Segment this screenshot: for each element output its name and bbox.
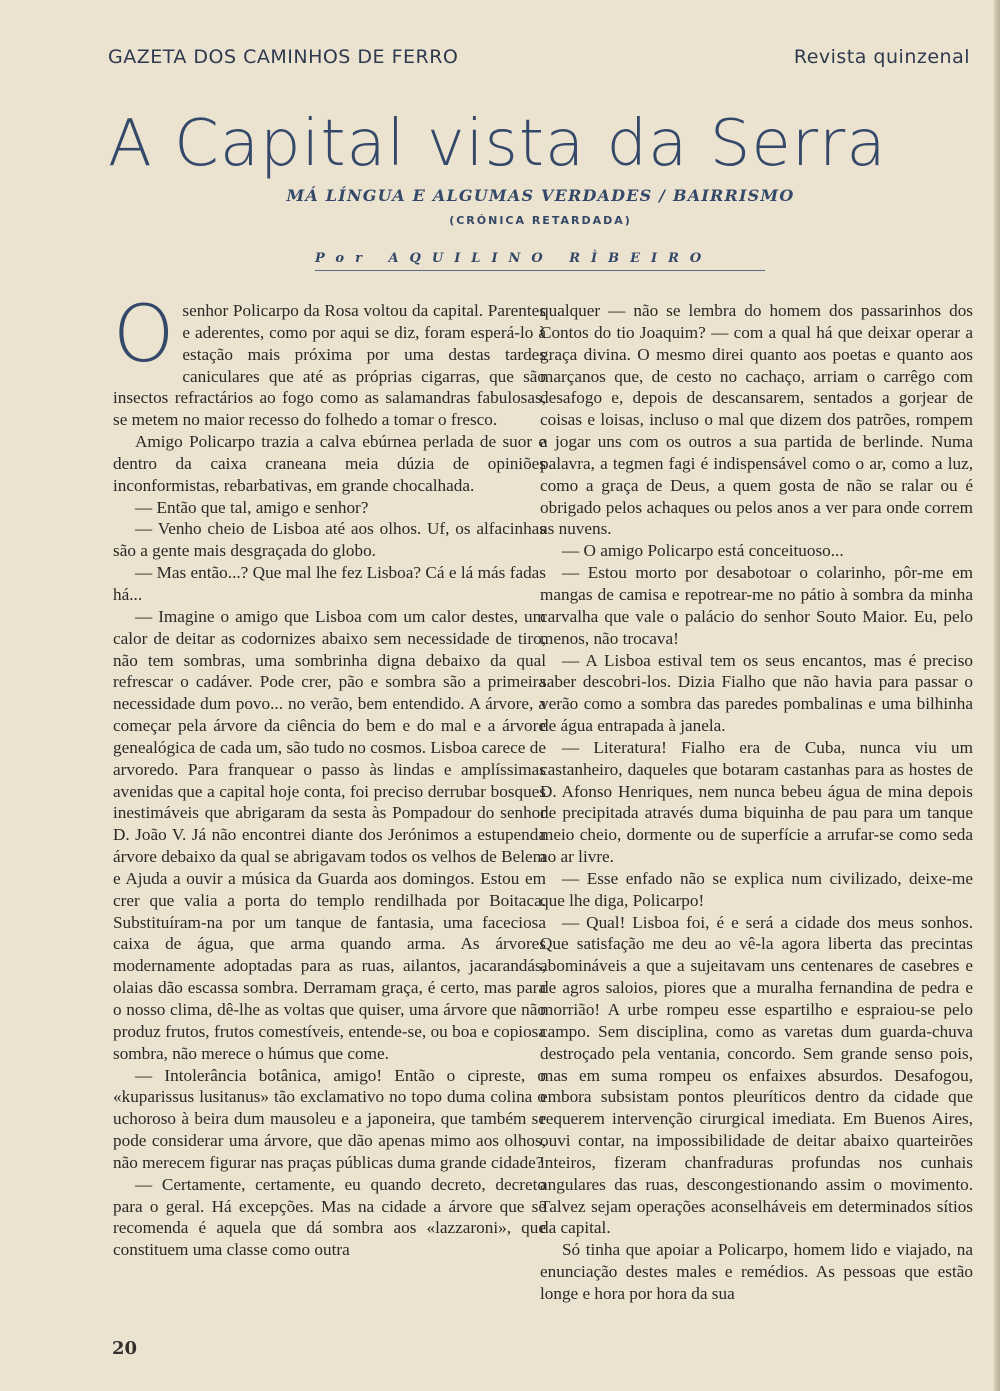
page-number: 20 xyxy=(112,1338,138,1359)
paragraph: — Literatura! Fialho era de Cuba, nunca viu um castanheiro, daqueles que botaram castanhas para as hostes de D. Afonso Henriques, nem nunca bebeu água de mina depois de precipitada através duma biquinha de pau para um tanque meio cheio, dormente ou de superfície a arrufar-se como seda ao ar livre. xyxy=(540,737,973,867)
paragraph: — Qual! Lisboa foi, é e será a cidade dos meus sonhos. Que satisfação me deu ao vê-la agora liberta das precintas abomináveis a que a sujeitavam uns centenares de casebres e de agros saloios, piores que a muralha fernandina de pedra e morrião! A urbe rompeu esse espartilho e espraiou-se pelo campo. Sem disciplina, como as varetas dum guarda-chuva destroçado pela ventania, concordo. Sem grande senso pois, mas em suma rompeu os enfaixes absurdos. Desafogou, embora subsistam pontos pleuríticos dentro da cidade que requerem intervenção cirurgical imediata. Em Buenos Aires, ouvi contar, na impossibilidade de deitar abaixo quarteirões inteiros, fizeram chanfraduras profundas nos cunhais angulares das ruas, descongestionando assim o movimento. Talvez sejam operações aconselháveis em determinados sítios da capital. xyxy=(540,912,973,1238)
paragraph: — Intolerância botânica, amigo! Então o cipreste, o «kuparissus lusitanus» tão exclamativo no topo duma colina o uchoroso à beira dum mausoleu e a japoneira, que também se pode considerar uma árvore, que dão apenas mimo aos olhos, não merecem figurar nas praças públicas duma grande cidade? xyxy=(113,1065,546,1172)
periodicity: Revista quinzenal xyxy=(793,46,970,68)
article-subtitle-note: (CRÓNICA RETARDADA) xyxy=(449,214,632,227)
paragraph: — Imagine o amigo que Lisboa com um calor destes, um calor de deitar as codornizes abaixo sem necessidade de tiro, não tem sombras, uma sombrinha digna debaixo da qual refrescar o cadáver. Pode crer, pão e sombra são a primeira necessidade dum povo... no verão, bem entendido. A árvore, a começar pela árvore da ciência do bem e do mal e a árvore genealógica de cada um, são tudo no cosmos. Lisboa carece de arvoredo. Para franquear o passo às lindas e amplíssimas avenidas que a capital hoje conta, foi preciso derrubar bosques inestimáveis que abrigaram da sesta às Pompadour do senhor D. João V. Já não encontrei diante dos Jerónimos a estupenda árvore debaixo da qual se abrigavam todos os velhos de Belem e Ajuda a ouvir a música da Guarda aos domingos. Estou em crer que valia a porta do templo rendilhada por Boitaca. Substituíram-na por um tanque de fantasia, uma faceciosa caixa de água, que arma quando arma. As árvores modernamente adoptadas para as ruas, ailantos, jacarandás, olaias dão escassa sombra. Derramam graça, é certo, mas para o nosso clima, dê-lhe as voltas que quiser, uma árvore que não produz frutos, frutos comestíveis, entende-se, ou boa e copiosa sombra, não merece o húmus que come. xyxy=(113,606,546,1063)
paragraph-text: senhor Policarpo da Rosa voltou da capital. Parentes e aderentes, como por aqui se diz, foram esperá-lo à estação mais próxima por uma destas tardes caniculares que até as próprias cigarras, que são insectos refractários ao fogo como as salamandras fabulosas, se metem no maior recesso do folhedo a tomar o fresco. xyxy=(113,301,546,430)
article-title: A Capital vista da Serra xyxy=(108,107,887,181)
paragraph: — Venho cheio de Lisboa até aos olhos. Uf, os alfacinhas são a gente mais desgraçada do globo. xyxy=(113,519,546,561)
paragraph: — A Lisboa estival tem os seus encantos, mas é preciso saber descobri-los. Dizia Fialho que não havia para passar o verão como a sombra das paredes pombalinas e uma bilhinha de água entrapada à janela. xyxy=(540,650,973,736)
paragraph: — Então que tal, amigo e senhor? xyxy=(135,497,369,517)
paragraph: — Esse enfado não se explica num civilizado, deixe-me que lhe diga, Policarpo! xyxy=(540,868,973,910)
byline: Por AQUILINO RÌBEIRO xyxy=(315,251,765,271)
paragraph: Só tinha que apoiar a Policarpo, homem lido e viajado, na enunciação destes males e remédios. As pessoas que estão longe e hora por hora da sua xyxy=(540,1240,973,1303)
paragraph: — O amigo Policarpo está conceituoso... xyxy=(562,541,844,561)
paragraph: — Estou morto por desabotoar o colarinho, pôr-me em mangas de camisa e repotrear-me no pátio à sombra da minha carvalha que vale o palácio do senhor Souto Maior. Eu, pelo menos, não trocava! xyxy=(540,563,973,648)
column-right xyxy=(540,300,973,1303)
paragraph: Amigo Policarpo trazia a calva ebúrnea perlada de suor e dentro da caixa craneana meia dúzia de opiniões inconformistas, rebarbativas, em grande chocalhada. xyxy=(113,432,546,495)
running-head xyxy=(108,46,970,72)
article-subtitle: MÁ LÍNGUA E ALGUMAS VERDADES / BAIRRISMO xyxy=(286,186,795,205)
page-edge-shadow xyxy=(994,0,1000,1391)
drop-cap: O xyxy=(113,290,175,380)
paragraph: — Mas então...? Que mal lhe fez Lisboa? Cá e lá más fadas há... xyxy=(113,563,546,604)
paragraph: — Certamente, certamente, eu quando decreto, decreto para o geral. Há excepções. Mas na cidade a árvore que se recomenda é aquela que dá sombra aos «lazzaroni», que constituem uma classe como outra xyxy=(113,1174,546,1260)
journal-name: GAZETA DOS CAMINHOS DE FERRO xyxy=(108,46,459,68)
paragraph xyxy=(113,290,546,431)
paragraph: qualquer — não se lembra do homem dos passarinhos dos Contos do tio Joaquim? — com a qual há que deixar operar a graça divina. O mesmo direi quanto aos poetas e quanto aos marçanos que, de cesto no cachaço, arriam o carrêgo com desafogo e, depois de descansarem, sentados a gorjear de coisas e loisas, incluso o mal que dizem dos patrões, rompem a jogar uns com os outros a sua partida de berlinde. Numa palavra, a tegmen fagi é indispensável como o ar, como a luz, como a graça de Deus, a quem gosta de não se ralar ou é obrigado pelos achaques ou pelos anos a ver para onde correm as nuvens. xyxy=(540,301,973,539)
column-left xyxy=(113,290,546,1300)
